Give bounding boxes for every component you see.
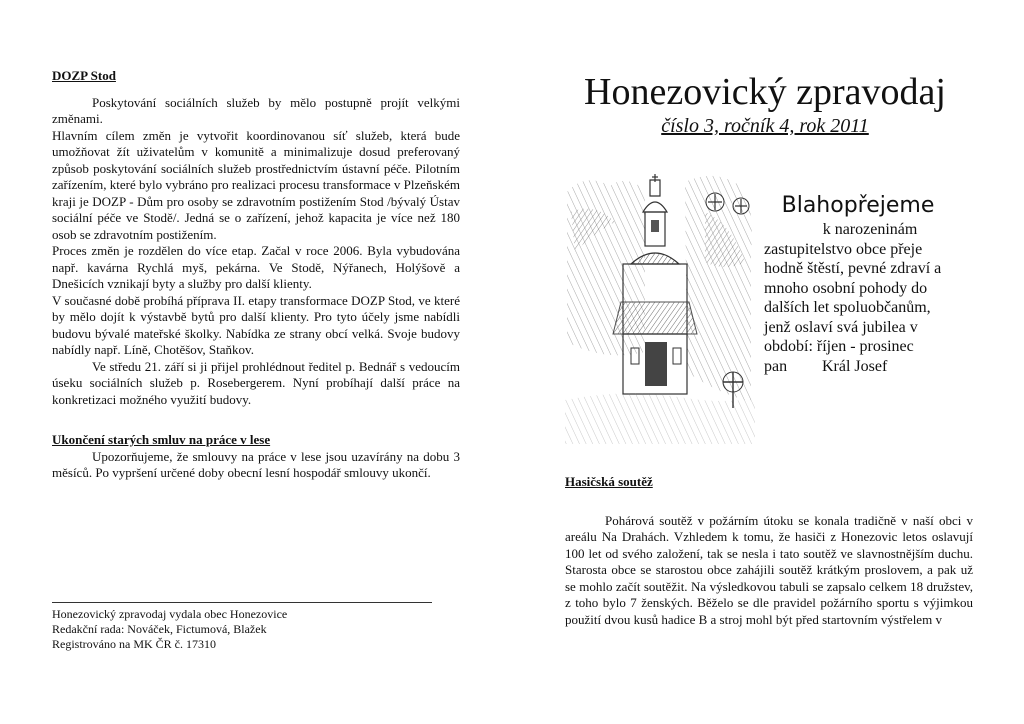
- fire-competition-heading: Hasičská soutěž: [565, 474, 653, 489]
- imprint-publisher: Honezovický zpravodaj vydala obec Honezovice: [52, 607, 288, 621]
- dozp-heading: DOZP Stod: [52, 68, 116, 83]
- masthead: [565, 70, 965, 138]
- greeting-title: Blahopřejeme: [781, 193, 935, 218]
- footer-divider: [52, 602, 432, 603]
- greeting-line-1: k narozeninám: [822, 221, 918, 238]
- greeting-sign-prefix: pan: [764, 357, 788, 375]
- imprint-footer: [52, 602, 432, 652]
- dozp-paragraph-1: Poskytování sociálních služeb by mělo postupně projít velkými změnami.: [52, 94, 460, 126]
- fire-competition-text: Pohárová soutěž v požárním útoku se konala tradičně v naší obci v areálu Na Drahách. Vzhledem k tomu, že hasiči z Honezovic letos oslavují 100 let od svého založení, tak se nesla i tato soutěž ve slavnostnějším duchu. Starosta obce se starostou obce zahájili soutěž krátkým proslovem, a pak už se mohlo začít soutěžit. Na výsledkovou tabuli se zapsalo celkem 18 družstev, z toho bylo 7 ženských. Běželo se dle pravidel požárního sportu s výjimkou použití dvou kusů hadice B a stroj mohl být před startovním výstřelem v: [565, 512, 973, 627]
- newsletter-title: Honezovický zpravodaj: [584, 71, 946, 113]
- left-column: [52, 68, 460, 482]
- dozp-paragraph-3: Proces změn je rozdělen do více etap. Začal v roce 2006. Byla vybudována např. kavárna Rychlá myš, pekárna. Ve Stodě, Nýřanech, Holýšově a Dnešicích vznikají byty a služby pro další klienty.: [52, 243, 460, 291]
- dozp-paragraph-5: Ve středu 21. září si ji přijel prohlédnout ředitel p. Bednář s vedoucím úseku sociálních služeb p. Rosebergerem. Nyní probíhají další práce na konkretizaci možného využití budovy.: [52, 358, 460, 407]
- greeting-signature: [764, 357, 956, 377]
- chapel-sketch-icon: [565, 172, 755, 444]
- greeting-sign-name: Král Josef: [822, 357, 888, 375]
- dozp-paragraph-2: Hlavním cílem změn je vytvořit koordinovanou síť služeb, která bude umožňovat žít uživatelům v komunitě a minimalizuje dosud preferovaný způsob poskytování sociálních služeb prostřednictvím ústavní péče. Pilotním zařízením, které bylo vybráno pro realizaci procesu transformace v Plzeňském kraji je DOZP - Dům pro osoby se zdravotním postižením Stod /bývalý Ústav sociální péče ve Stodě/. Jedná se o zařízení, jehož kapacita je více než 180 osob se zdravotním postižením.: [52, 127, 460, 242]
- imprint-registration: Registrováno na MK ČR č. 17310: [52, 637, 216, 651]
- birthday-greeting: [764, 192, 956, 376]
- greeting-body-text: zastupitelstvo obce přeje hodně štěstí, pevné zdraví a mnoho osobní pohody do dalších let spoluobčanům, jenž oslaví svá jubilea v období: říjen - prosinec: [764, 240, 942, 355]
- chapel-sketch-illustration: [565, 172, 755, 444]
- contracts-heading: Ukončení starých smluv na práce v lese: [52, 432, 271, 447]
- dozp-paragraph-4: V současné době probíhá příprava II. etapy transformace DOZP Stod, ve které by mělo dojít k výstavbě bytů pro další klienty. Pro tyto účely jsme nabídli budovu bývalé mateřské školky. Nabídka ze strany obcí velká. Svoje budovy nabídly např. Líně, Chotěšov, Staňkov.: [52, 292, 460, 357]
- imprint-editors: Redakční rada: Nováček, Fictumová, Blažek: [52, 622, 267, 636]
- issue-subtitle: číslo 3, ročník 4, rok 2011: [661, 115, 869, 137]
- fire-competition-article: [565, 474, 973, 628]
- contracts-text: Upozorňujeme, že smlouvy na práce v lese jsou uzavírány na dobu 3 měsíců. Po vypršení určené doby obecní lesní hospodář smlouvy ukončí.: [52, 448, 460, 480]
